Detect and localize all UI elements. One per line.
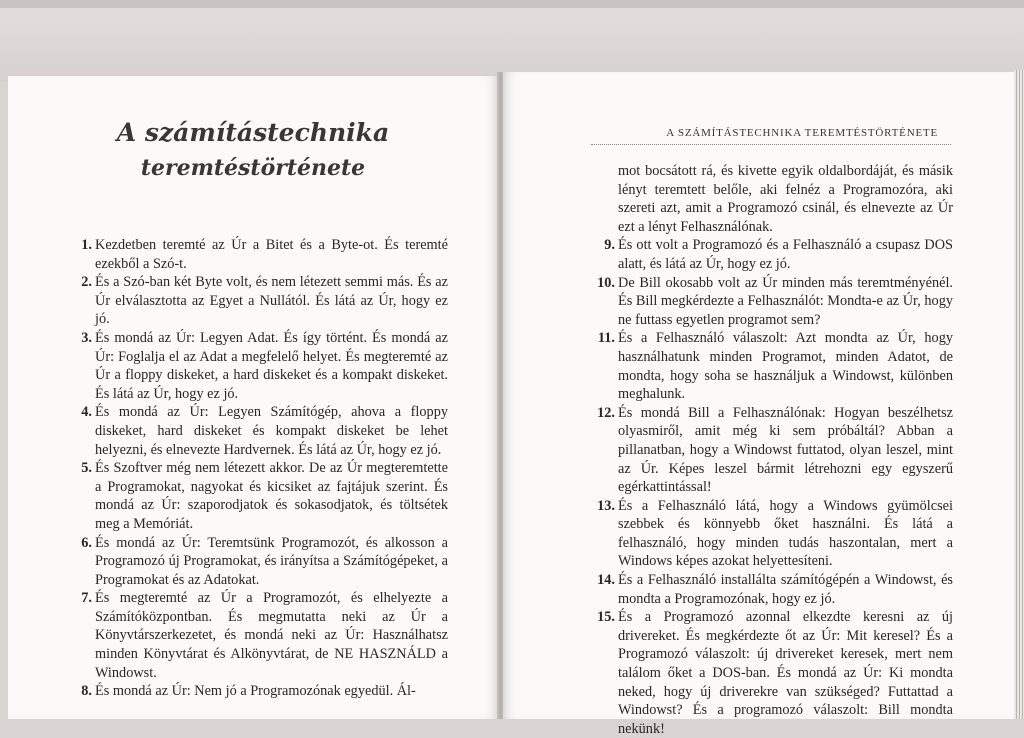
list-item bbox=[68, 682, 448, 701]
item-text: És a Felhasználó installálta számítógépén a Windowst, és mondta a Programozónak, hogy ez jó. bbox=[618, 572, 953, 607]
list-item bbox=[68, 236, 448, 273]
item-text: És a Programozó azonnal elkezdte keresni az új drivereket. És megkérdezte őt az Úr: Mit keresel? És a Programozó válaszolt: új drivereket keresek, mert nem találom őket a DOS-ban. És mondá az Úr: Ki mondta neked, hogy új driverekre van szükséged? Futtattad a Windowst? És a programozó válaszolt: Bill mondta nekünk! bbox=[618, 609, 953, 737]
item-text: És ott volt a Programozó és a Felhasználó a csupasz DOS alatt, és látá az Úr, hogy ez jó. bbox=[618, 237, 953, 272]
item-text: És mondá az Úr: Legyen Adat. És így történt. És mondá az Úr: Foglalja el az Adat a megfelelő helyet. És megteremté az Úr a floppy diskeket, a hard diskeket és a kompakt diskeket. És látá az Úr, hogy ez jó. bbox=[95, 329, 448, 402]
item-text: És mondá az Úr: Legyen Számítógép, ahova a floppy diskeket, hard diskeket és kompakt diskeket be lehet helyezni, és elnevezte Hardvernek. És látá az Úr, hogy ez jó. bbox=[95, 404, 448, 458]
chapter-title-line2: teremtéstörténete bbox=[140, 155, 366, 181]
item-text: És a Felhasználó válaszolt: Azt mondta az Úr, hogy használhatunk minden Programot, minden Adatot, de mondta, hogy soha se használjuk a Windowst, különben meghalunk. bbox=[618, 330, 953, 403]
item-text: mot bocsátott rá, és kivette egyik oldalbordáját, és másik lényt teremtett belőle, aki felnéz a Programozóra, aki szereti azt, amit a Programozó csinál, és elnevezte az Úr ezt a lényt Felhasználónak. bbox=[618, 163, 953, 235]
running-head: A SZÁMÍTÁSTECHNIKA TEREMTÉSTÖRTÉNETE bbox=[666, 127, 938, 139]
item-text: És mondá az Úr: Teremtsünk Programozót, és alkosson a Programozó új Programokat, és irányítsa a Számítógépeket, a Programokat és az Adatokat. bbox=[95, 534, 448, 588]
item-text: De Bill okosabb volt az Úr minden más teremtményénél. És Bill megkérdezte a Felhasználót: Mondta-e az Úr, hogy ne futtass egyetlen programot sem? bbox=[618, 274, 953, 328]
continuation-text bbox=[591, 162, 953, 236]
list-item bbox=[591, 404, 953, 497]
item-number: 13. bbox=[597, 497, 615, 514]
list-item bbox=[591, 571, 953, 608]
list-item bbox=[591, 236, 953, 273]
item-number: 11. bbox=[597, 330, 615, 347]
item-text: És a Felhasználó látá, hogy a Windows gyümölcsei szebbek és könnyebb őket használni. És látá a felhasználó, hogy minden tudás haszontalan, mert a Windows képes azokat helyettesíteni. bbox=[618, 497, 953, 570]
item-text: Kezdetben teremté az Úr a Bitet és a Byte-ot. És teremté ezekből a Szó-t. bbox=[95, 237, 448, 272]
background-top-edge bbox=[0, 0, 1024, 8]
page-stack-edge bbox=[1014, 70, 1024, 719]
list-item bbox=[68, 534, 448, 590]
item-number: 9. bbox=[604, 237, 615, 254]
item-text: És a Szó-ban két Byte volt, és nem létezett semmi más. És az Úr elválasztotta az Egyet a Nullától. És látá az Úr, hogy ez jó. bbox=[95, 274, 448, 328]
item-text: És mondá Bill a Felhasználónak: Hogyan beszélhetsz olyasmiről, amit még ki sem próbáltál? Abban a pillanatban, hogy a Windowst futtatod, olyan leszel, mint az Úr. Képes leszel bármit létrehozni egy egyszerű egérkattintással! bbox=[618, 404, 953, 496]
item-number: 15. bbox=[597, 609, 615, 626]
item-number: 12. bbox=[597, 404, 615, 421]
item-number: 5. bbox=[81, 460, 92, 477]
list-item bbox=[591, 274, 953, 330]
list-item bbox=[68, 273, 448, 329]
header-rule bbox=[591, 144, 951, 145]
list-item bbox=[68, 459, 448, 533]
item-number: 10. bbox=[597, 274, 615, 291]
list-item bbox=[591, 329, 953, 403]
item-number: 1. bbox=[81, 237, 92, 253]
item-number: 2. bbox=[81, 274, 92, 291]
list-item bbox=[68, 403, 448, 459]
item-number: 4. bbox=[81, 404, 92, 421]
item-text: És megteremté az Úr a Programozót, és elhelyezte a Számítóközpontban. És megmutatta neki az Úr a Könyvtárszerkezetet, és mondá neki az Úr: Használhatsz minden Könyvtárat és Alkönyvtárat, de NE HASZNÁLD a Windowst. bbox=[95, 590, 448, 681]
item-number: 8. bbox=[81, 683, 92, 700]
list-item bbox=[68, 589, 448, 682]
left-item-list bbox=[68, 236, 448, 701]
list-item bbox=[68, 329, 448, 403]
item-text: És Szoftver még nem létezett akkor. De az Úr megteremtette a Programokat, nagyokat és kicsiket az fajtájuk szerint. És mondá az Úr: szaporodjatok és sokasodjatok, és töltsétek meg a Memóriát. bbox=[95, 460, 448, 532]
list-item bbox=[591, 497, 953, 571]
item-number: 3. bbox=[81, 329, 92, 346]
background-band bbox=[0, 0, 1024, 82]
right-item-list bbox=[591, 162, 953, 738]
chapter-title-line1: A számítástechnika bbox=[116, 118, 390, 147]
left-page bbox=[8, 76, 498, 719]
item-number: 7. bbox=[81, 590, 92, 607]
item-number: 14. bbox=[597, 572, 615, 589]
item-text: És mondá az Úr: Nem jó a Programozónak egyedül. Ál- bbox=[95, 683, 416, 700]
item-number: 6. bbox=[81, 534, 92, 551]
list-item bbox=[591, 608, 953, 738]
right-page bbox=[503, 72, 1014, 737]
